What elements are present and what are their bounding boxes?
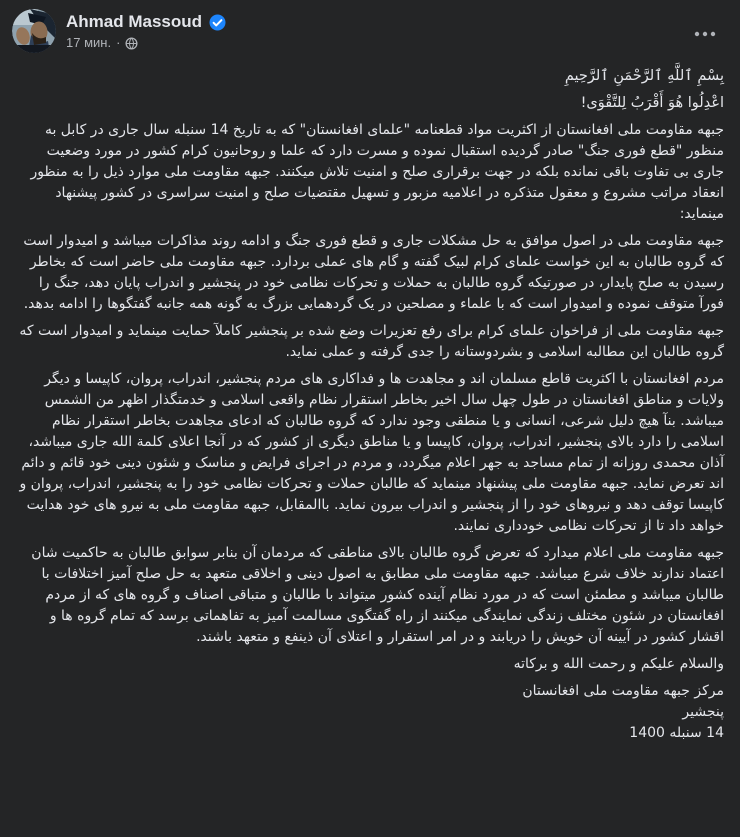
post-paragraph-bismillah: بِسْمِ ٱللَّهِ ٱلرَّحْمَنِ ٱلرَّحِيمِ <box>564 68 724 84</box>
post-paragraph: جبهه مقاومت ملی اعلام میدارد که تعرض گروه طالبان بالای مناطقی که مردمان آن بنابر سوابق طالبان به حاکمیت شان اعتماد ندارند خلاف شرع میباشد. جبهه مقاومت ملی مطابق به اصول دینی و اخلاقی متعهد به حل صلح آمیز اختلافات با طالبان میباشد و مطمئن است که در مورد نظام آینده کشور میتواند با طالبان و متباقی اصناف و گروه های که از مردم افغانستان در شئون مختلف زندگی نمایندگی میکنند از راه گفتگوی مسالمت آمیز به تفاهماتی برسد که تمام گروه ها و اقشار کشور در آیینه آن خویش را دریابند و در امر استقرار و اعتلای آن ذینفع و متعهد باشند. <box>31 545 724 645</box>
author-name[interactable]: Ahmad Massoud <box>66 12 203 31</box>
post-paragraph: مردم افغانستان با اکثریت قاطع مسلمان اند و مجاهدت ها و فداکاری های مردم پنجشیر، اندراب، پروان، کاپیسا و دیگر ولایات و مناطق افغانستان در طول چهل سال اخیر بخاطر استقرار نظام واقعی اسلامی و خدمتگذار اظهر من الشمس میباشد. بنآ هیچ دلیل شرعی، انسانی و یا منطقی وجود ندارد که گروه طالبان که ادعای مجاهدت بخاطر استقرار نظام اسلامی را دارد بالای پنجشیر، اندراب، پروان، کاپیسا و یا مناطق دیگری از کشور که در آنجا اعلای کلمة الله جاری میباشد، آذان محمدی روزانه از تمام مساجد به جهر اعلام میگردد، و مردم در اجرای فرایض و مناسک و شئون دینی خود قائم و دائم اند تعرض نماید. جبهه مقاومت ملی پیشنهاد مینماید که طالبان حملات و تحرکات نظامی خود را به پنجشیر، اندراب، پروان و کاپیسا توقف دهد و نیروهای خود را از پنجشیر و اندراب بیرون نماید. باالمقابل، جبهه مقاومت ملی به نیرو های خود هدایت خواهد داد تا از تحرکات نظامی خودداری نمایند. <box>19 371 724 534</box>
header-meta <box>66 9 724 51</box>
post-header <box>0 0 740 53</box>
post-paragraph-salutation: والسلام علیکم و رحمت الله و برکاته <box>513 656 724 672</box>
more-options-button[interactable] <box>688 20 722 48</box>
post-paragraph: جبهه مقاومت ملی از فراخوان علمای کرام برای رفع تعزیرات وضع شده بر پنجشیر کاملآ حمایت مینماید و امیدوار است که گروه طالبان این مطالبه اسلامی و بشردوستانه را جدی گرفته و عملی نماید. <box>19 323 724 360</box>
globe-public-icon <box>125 37 138 50</box>
timestamp[interactable]: 17 мин. <box>66 35 112 50</box>
post-paragraph-quran-verse: اعْدِلُوا هُوَ أَقْرَبُ لِلتَّقْوَى! <box>580 95 724 111</box>
post-paragraph: جبهه مقاومت ملی افغانستان از اکثریت مواد قطعنامه "علمای افغانستان" که به تاریخ 14 سنبله سال جاری در کابل به منظور "قطع فوری جنگ" صادر گردیده استقبال نموده و مسرت دارد که علما و روحانیون کرام کشور در مورد وضعیت جاری بی تفاوت باقی نمانده بلکه در جهت برقراری صلح و امنیت تلاش میکنند. جبهه مقاومت ملی موارد ذیل را به منظور انعقاد مراتب مشروع و معقول متذکره در اعلامیه مزبور و تسهیل مقتضیات صلح و امنیت سراسری در کشور پیشنهاد مینماید: <box>30 122 724 222</box>
avatar[interactable] <box>12 9 56 53</box>
ellipsis-more-icon <box>694 31 716 37</box>
post-signature-date: 14 سنبله 1400 <box>629 725 724 741</box>
verified-badge-icon <box>209 14 226 31</box>
post-paragraph: جبهه مقاومت ملی در اصول موافق به حل مشکلات جاری و قطع فوری جنگ و ادامه روند مذاکرات میباشد و امیدوار است که گروه طالبان به این خواست علمای کرام لبیک گفته و گام های عملی بردارد. جبهه مقاومت ملی حاضر است که بخاطر رسیدن به صلح پایدار، در صورتیکه گروه طالبان به حملات و تحرکات نظامی خود در پنجشیر و اندراب پایان دهد، جنگ را فورآ متوقف نموده و امیدوار است که با علماء و مصلحین در یک گردهمایی بزرگ به گونه همه جانبه گفتگوها را ادامه بدهد. <box>23 233 724 312</box>
post-text <box>0 53 740 758</box>
avatar-photo <box>12 9 56 53</box>
post-signature-org: مرکز جبهه مقاومت ملی افغانستان <box>522 683 724 699</box>
post-signature-place: پنجشیر <box>682 704 724 720</box>
meta-separator: · <box>116 35 121 50</box>
